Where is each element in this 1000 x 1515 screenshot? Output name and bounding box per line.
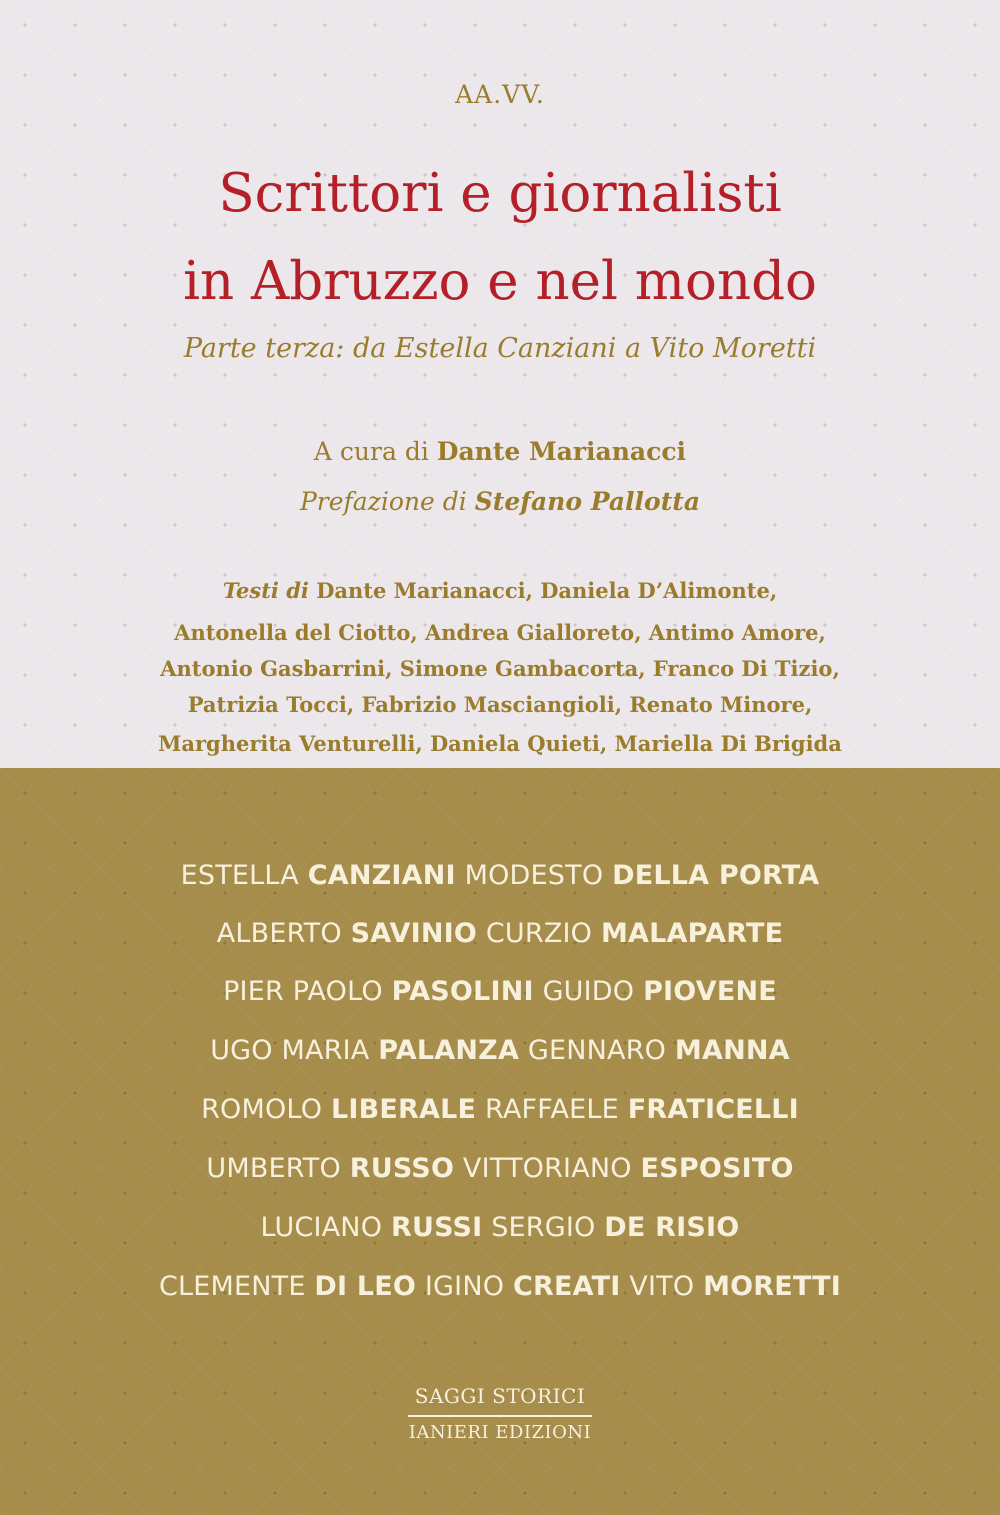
publisher-label: IANIERI EDIZIONI <box>408 1422 592 1443</box>
name-last: PALANZA <box>378 1035 520 1066</box>
name-last: CREATI <box>512 1271 621 1302</box>
contributors-line-4: Patrizia Tocci, Fabrizio Masciangioli, Renato Minore, <box>187 692 813 717</box>
name-first: MODESTO <box>464 860 604 891</box>
featured-names-row <box>0 1033 1000 1069</box>
name-last: DELLA PORTA <box>612 860 820 891</box>
curator-prefix: A cura di <box>313 437 429 466</box>
name-last: DI LEO <box>314 1271 417 1302</box>
name-last: SAVINIO <box>350 918 478 949</box>
name-first: LUCIANO <box>260 1212 383 1243</box>
title-line-1: Scrittori e giornalisti <box>218 163 782 224</box>
featured-names-row <box>0 1151 1000 1187</box>
featured-names-row <box>0 1269 1000 1305</box>
name-first: IGINO <box>424 1271 505 1302</box>
featured-names-row <box>0 974 1000 1010</box>
name-first: UGO MARIA <box>210 1035 370 1066</box>
name-first: GUIDO <box>542 976 635 1007</box>
name-first: ALBERTO <box>216 918 342 949</box>
name-last: MANNA <box>674 1035 790 1066</box>
name-last: DE RISIO <box>604 1212 740 1243</box>
name-last: PASOLINI <box>391 976 534 1007</box>
name-first: ESTELLA <box>180 860 299 891</box>
contributors-prefix: Testi di <box>222 578 309 603</box>
curator-line <box>0 437 1000 466</box>
name-last: ESPOSITO <box>640 1153 794 1184</box>
featured-names-row <box>0 1092 1000 1128</box>
contributors-line-5: Margherita Venturelli, Daniela Quieti, Mariella Di Brigida <box>158 731 842 756</box>
name-first: VITTORIANO <box>462 1153 632 1184</box>
name-last: RUSSO <box>349 1153 455 1184</box>
author-line: AA.VV. <box>455 80 545 109</box>
contributors-line-2: Antonella del Ciotto, Andrea Gialloreto, Antimo Amore, <box>174 620 826 645</box>
name-last: MORETTI <box>703 1271 842 1302</box>
featured-names-row <box>0 1210 1000 1246</box>
name-first: CURZIO <box>485 918 593 949</box>
name-first: GENNARO <box>527 1035 667 1066</box>
featured-names-row <box>0 916 1000 952</box>
contributors-line-1 <box>0 575 1000 607</box>
title-line-2: in Abruzzo e nel mondo <box>183 251 817 312</box>
name-last: FRATICELLI <box>627 1094 799 1125</box>
contributors-names-1: Dante Marianacci, Daniela D’Alimonte, <box>316 578 778 603</box>
contributors-line-3: Antonio Gasbarrini, Simone Gambacorta, Franco Di Tizio, <box>160 656 840 681</box>
name-first: PIER PAOLO <box>223 976 383 1007</box>
preface-line <box>0 487 1000 516</box>
subtitle: Parte terza: da Estella Canziani a Vito Moretti <box>183 333 817 364</box>
name-first: ROMOLO <box>201 1094 323 1125</box>
preface-prefix: Prefazione di <box>299 487 467 516</box>
name-first: VITO <box>629 1271 695 1302</box>
preface-name: Stefano Pallotta <box>474 487 701 516</box>
name-last: RUSSI <box>390 1212 483 1243</box>
name-first: UMBERTO <box>206 1153 341 1184</box>
series-divider <box>408 1415 592 1417</box>
featured-names-row <box>0 858 1000 894</box>
name-last: MALAPARTE <box>600 918 784 949</box>
name-first: SERGIO <box>491 1212 596 1243</box>
name-last: CANZIANI <box>307 860 456 891</box>
series-label: SAGGI STORICI <box>414 1384 586 1408</box>
name-last: PIOVENE <box>643 976 777 1007</box>
name-first: RAFFAELE <box>484 1094 619 1125</box>
curator-name: Dante Marianacci <box>436 437 687 466</box>
name-last: LIBERALE <box>330 1094 477 1125</box>
name-first: CLEMENTE <box>158 1271 306 1302</box>
